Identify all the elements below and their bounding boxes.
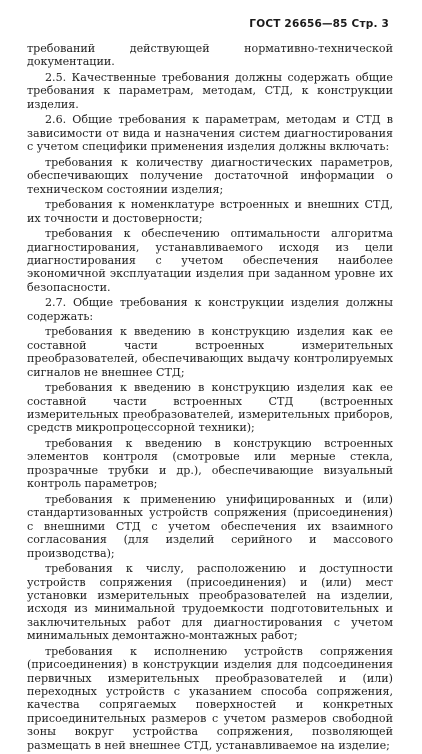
paragraph: требования к номенклатуре встроенных и внешних СТД, их точности и достоверности; (27, 198, 393, 225)
paragraph: требования к числу, расположению и доступности устройств сопряжения (присоединения) и (или) мест установки измерительных преобразователей на изделии, исходя из минимальной трудоемкости подготовительных и заключительных работ для диагностирования с учетом минимальных демонтажно-монтажных работ; (27, 562, 393, 643)
paragraph: 2.7. Общие требования к конструкции изделия должны содержать: (27, 296, 393, 323)
paragraph: требования к исполнению устройств сопряжения (присоединения) в конструкции изделия для подсоединения первичных измерительных преобразователей и (или) переходных устройств с указанием способа сопряжения, качества сопрягаемых поверхностей и конкретных присоединительных размеров с учетом размеров свободной зоны вокруг устройства сопряжения, позволяющей размещать в ней внешнее СТД, устанавливаемое на изделие; (27, 644, 393, 752)
paragraph: требования к введению в конструкцию встроенных элементов контроля (смотровые или мерные стекла, прозрачные трубки и др.), обеспечивающие визуальный контроль параметров; (27, 437, 393, 491)
document-body (27, 42, 393, 754)
paragraph: требования к обеспечению оптимальности алгоритма диагностирования, устанавливаемого исходя из цели диагностирования с учетом обеспечения наиболее экономичной эксплуатации изделия при заданном уровне их безопасности. (27, 227, 393, 294)
paragraph: требования к введению в конструкцию изделия как ее составной части встроенных измерительных преобразователей, обеспечивающих выдачу контролируемых сигналов не внешнее СТД; (27, 325, 393, 379)
paragraph: требования к количеству диагностических параметров, обеспечивающих получение достаточной информации о техническом состоянии изделия; (27, 155, 393, 196)
paragraph: требования к применению унифицированных и (или) стандартизованных устройств сопряжения (присоединения) с внешними СТД с учетом обеспечения их взаимного согласования (для изделий серийного и массового производства); (27, 492, 393, 560)
paragraph: требования к введению в конструкцию изделия как ее составной части встроенных СТД (встроенных измерительных преобразователей, измерительных приборов, средств микропроцессорной техники); (27, 381, 393, 435)
paragraph: требований действующей нормативно-технической документации. (27, 42, 393, 69)
page-header: ГОСТ 26656—85 Стр. 3 (249, 18, 389, 30)
paragraph: 2.5. Качественные требования должны содержать общие требования к параметрам, методам, СТД, к конструкции изделия. (27, 71, 393, 111)
paragraph: 2.6. Общие требования к параметрам, методам и СТД в зависимости от вида и назначения систем диагностирования с учетом специфики применения изделия должны включать: (27, 113, 393, 154)
